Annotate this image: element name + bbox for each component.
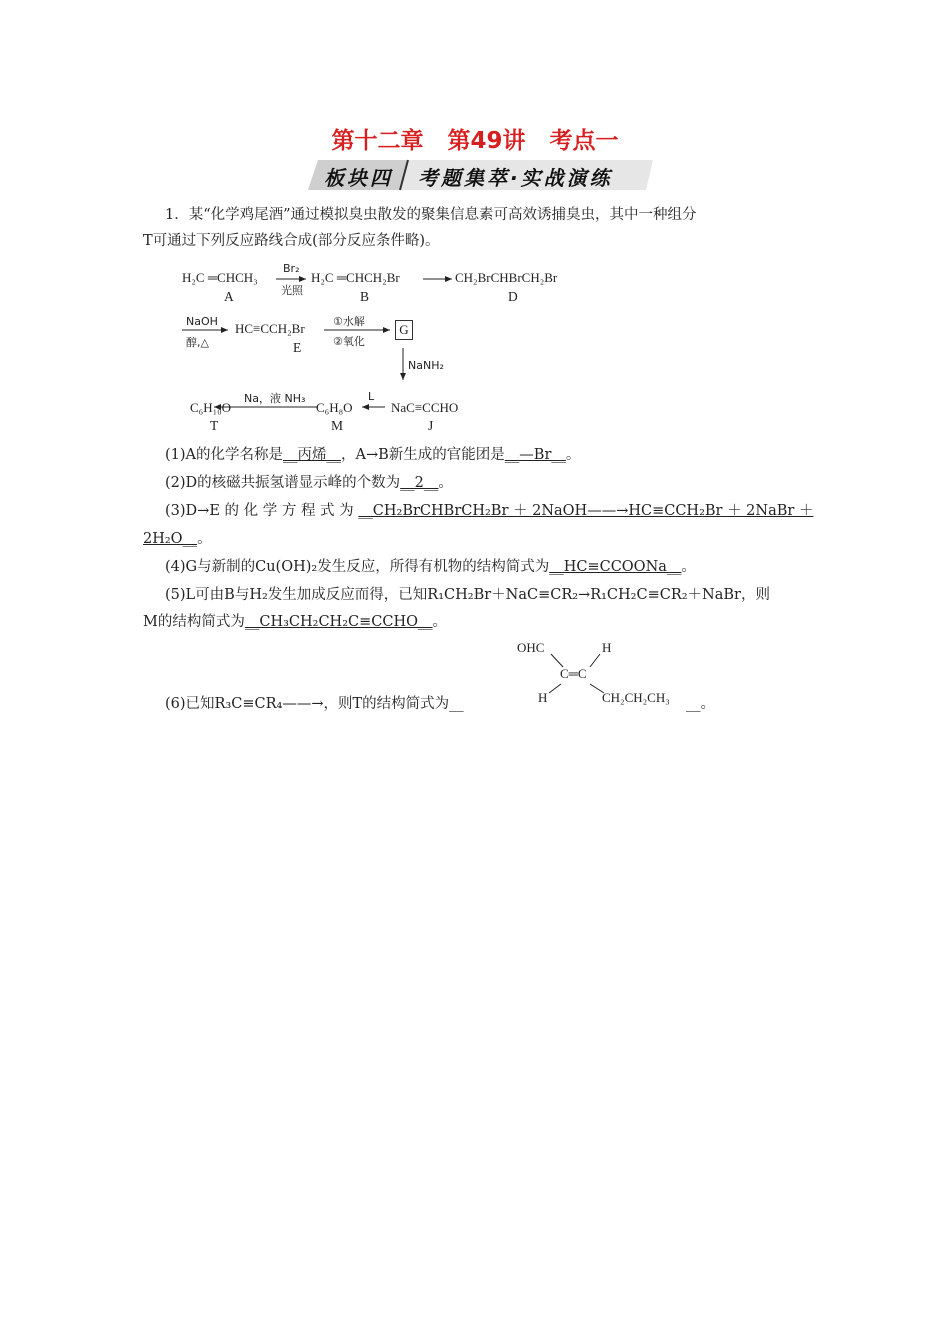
structure-h-bottom: H: [538, 690, 548, 705]
arrow1-reagent: Br₂: [283, 262, 300, 275]
compound-A-label: A: [224, 289, 234, 304]
question-intro-line2: T可通过下列反应路线合成(部分反应条件略)。: [143, 233, 440, 249]
q1-answer-2: __—Br__: [504, 447, 566, 463]
q5-text-line2: M的结构简式为: [143, 614, 245, 630]
structure-ohc: OHC: [517, 640, 545, 655]
q5-text: (5)L可由B与H₂发生加成反应而得，已知R₁CH₂Br＋NaC≡CR₂→R₁CH₂C≡CR₂＋NaBr，则: [165, 587, 770, 603]
q2-answer: __2__: [400, 475, 439, 491]
banner-right-text: 考题集萃·实战演练: [418, 166, 613, 190]
q5-answer: __CH₃CH₂CH₂C≡CCHO__: [244, 614, 433, 630]
compound-B-label: B: [360, 289, 370, 304]
q1-text: (1)A的化学名称是: [165, 447, 284, 463]
q4-answer: __HC≡CCOONa__: [549, 559, 682, 575]
arrow6-reagent: Na，液 NH₃: [244, 392, 306, 405]
q3-answer: __CH₂BrCHBrCH₂Br ＋ 2NaOH——→HC≡CCH₂Br ＋ 2NaBr ＋: [358, 503, 814, 519]
q1-text-mid: ，A→B新生成的官能团是: [341, 447, 505, 463]
compound-G-box: G: [395, 320, 413, 340]
q2-text: (2)D的核磁共振氢谱显示峰的个数为: [165, 475, 401, 491]
arrow1-condition: 光照: [281, 284, 303, 297]
q3-answer-line2: 2H₂O__: [143, 531, 198, 547]
title-chapter: 第十二章: [331, 128, 424, 154]
q1-answer-1: __丙烯__: [283, 447, 342, 463]
arrow5-reagent: L: [368, 390, 375, 403]
arrow3-step2: ②氧化: [333, 335, 365, 348]
arrow4-reagent: NaNH₂: [408, 359, 444, 372]
arrow2-condition: 醇,△: [186, 336, 209, 349]
banner-left-text: 板块四: [324, 166, 393, 190]
compound-J-formula: NaC≡CCHO: [391, 400, 459, 415]
compound-M-formula: C₆H₈O: [316, 400, 353, 415]
q6-text: (6)已知R₃C≡CR₄——→，则T的结构简式为: [165, 696, 450, 712]
title-point: 考点一: [549, 128, 619, 154]
title-lecture: 第49讲: [447, 128, 526, 154]
q3-text: (3)D→E 的 化 学 方 程 式 为: [165, 503, 354, 519]
arrow2-reagent: NaOH: [186, 315, 218, 328]
q4-text-end: 。: [681, 559, 696, 575]
compound-B-formula: H₂C ═CHCH₂Br: [311, 270, 400, 285]
q2-text-end: 。: [438, 475, 453, 491]
compound-J-label: J: [428, 418, 434, 433]
compound-E-formula: HC≡CCH₂Br: [235, 321, 305, 336]
q4-text: (4)G与新制的Cu(OH)₂发生反应，所得有机物的结构简式为: [165, 559, 550, 575]
q6-blank-start: __: [449, 696, 464, 712]
compound-A-formula: H₂C ═CHCH₃: [182, 270, 258, 285]
compound-M-label: M: [331, 418, 344, 433]
q3-text-end: 。: [197, 531, 212, 547]
compound-E-label: E: [293, 340, 302, 355]
q6-text-end: 。: [700, 696, 715, 712]
compound-T-formula: C₆H₁₀O: [190, 400, 232, 415]
compound-D-formula: CH₂BrCHBrCH₂Br: [455, 270, 558, 285]
q1-text-end: 。: [565, 447, 581, 463]
arrow3-step1: ①水解: [333, 315, 365, 328]
structure-double-bond: C═C: [560, 666, 587, 681]
structure-h-top: H: [602, 640, 612, 655]
structure-chain: CH₂CH₂CH₃: [602, 690, 670, 705]
q5-text-end: 。: [432, 614, 447, 630]
question-intro-line1: 1．某“化学鸡尾酒”通过模拟臭虫散发的聚集信息素可高效诱捕臭虫，其中一种组分: [165, 207, 697, 223]
q6-blank-end: __: [686, 696, 701, 712]
compound-D-label: D: [508, 289, 518, 304]
compound-T-label: T: [210, 418, 219, 433]
